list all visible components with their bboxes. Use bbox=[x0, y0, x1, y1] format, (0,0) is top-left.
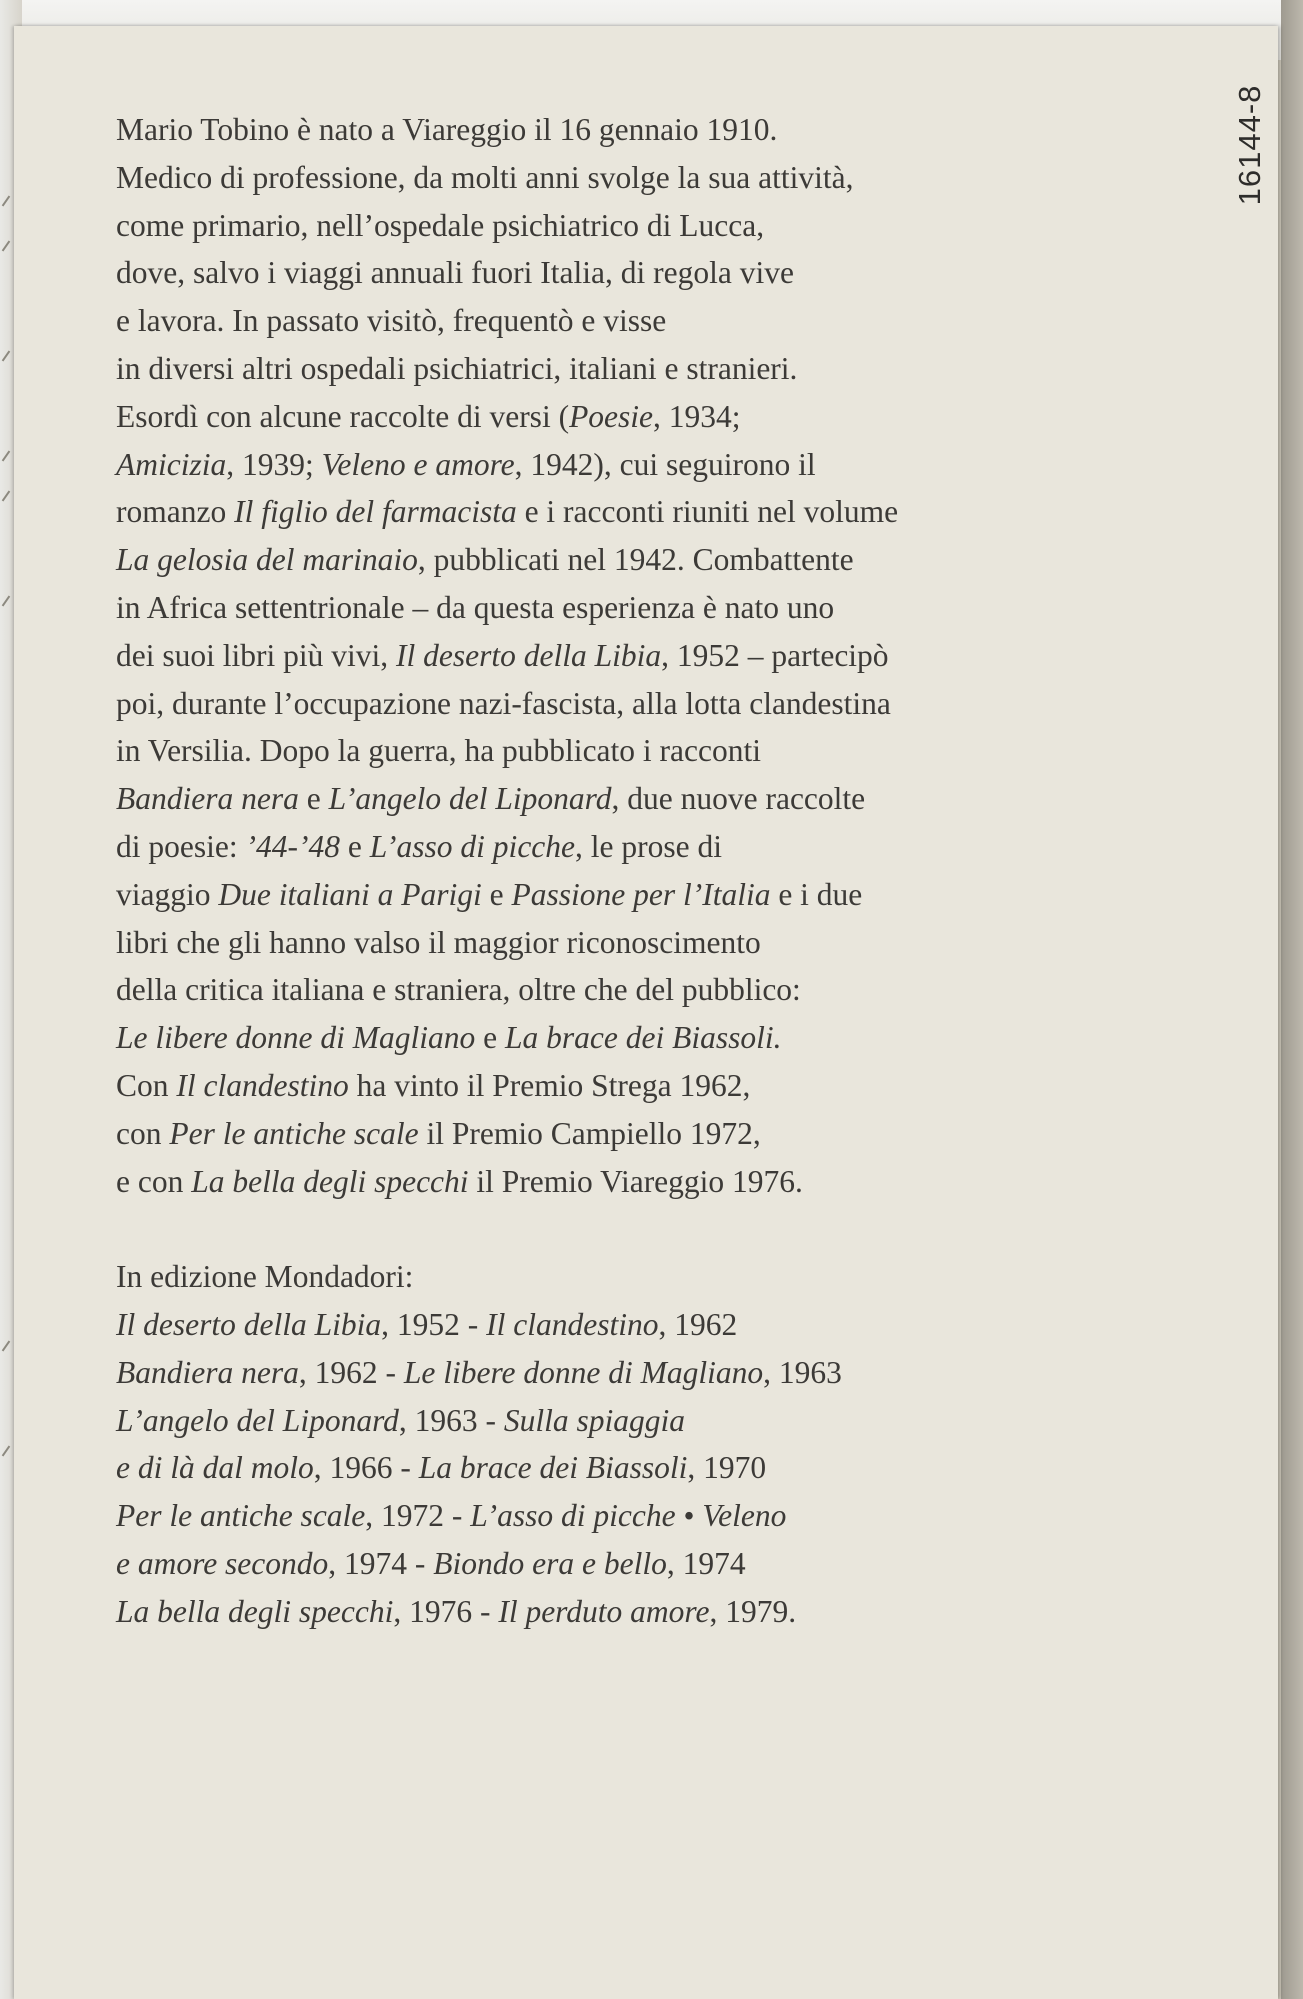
title-text: Il clandestino bbox=[176, 1067, 349, 1103]
biography-line bbox=[116, 919, 1176, 967]
title-text: Veleno bbox=[702, 1498, 787, 1534]
text-run: , 1962 - bbox=[298, 1354, 404, 1390]
title-text: ’44-’48 bbox=[245, 828, 340, 864]
title-text: Il deserto della Libia bbox=[396, 637, 662, 673]
title-text: Le libere donne di Magliano bbox=[116, 1020, 476, 1056]
title-text: Bandiera nera bbox=[116, 781, 299, 817]
text-run: , 1976 - bbox=[393, 1593, 499, 1629]
title-text: L’asso di picche bbox=[369, 828, 576, 864]
text-run: Con bbox=[116, 1067, 177, 1103]
biography-line bbox=[116, 441, 1176, 489]
text-run: ha vinto il Premio Strega 1962, bbox=[348, 1067, 751, 1103]
text-run: , 1962 bbox=[658, 1306, 738, 1342]
bibliography-line bbox=[116, 1492, 1176, 1540]
biography-line bbox=[116, 154, 1176, 202]
biography-line bbox=[116, 1158, 1176, 1206]
bibliography-line bbox=[116, 1540, 1176, 1588]
text-run: poi, durante l’occupazione nazi-fascista, alla lotta clandestina bbox=[116, 685, 891, 721]
cover-text bbox=[116, 106, 1176, 1636]
text-run: , 1972 - bbox=[365, 1498, 471, 1534]
biography-line bbox=[116, 871, 1176, 919]
bibliography-line bbox=[116, 1397, 1176, 1445]
text-run: come primario, nell’ospedale psichiatrico di Lucca, bbox=[116, 207, 765, 243]
text-run: , 1963 - bbox=[398, 1402, 504, 1438]
text-run: , 1963 bbox=[763, 1354, 842, 1390]
biography-line bbox=[116, 1014, 1176, 1062]
biography-line bbox=[116, 536, 1176, 584]
bibliography-list bbox=[116, 1301, 1176, 1636]
text-run: , 1934; bbox=[653, 398, 741, 434]
title-text: La bella degli specchi bbox=[116, 1593, 394, 1629]
title-text: La brace dei Biassoli bbox=[418, 1450, 688, 1486]
biography-line bbox=[116, 1110, 1176, 1158]
text-run: , 1952 - bbox=[381, 1306, 487, 1342]
author-biography bbox=[116, 106, 1176, 1205]
title-text: L’angelo del Liponard bbox=[328, 781, 612, 817]
title-text: Sulla spiaggia bbox=[503, 1402, 686, 1438]
text-run: , 1939; bbox=[226, 446, 322, 482]
bibliography-line bbox=[116, 1349, 1176, 1397]
title-text: L’angelo del Liponard bbox=[116, 1402, 399, 1438]
title-text: Il perduto amore bbox=[498, 1593, 710, 1629]
text-run: in Africa settentrionale – da questa esperienza è nato uno bbox=[116, 589, 835, 625]
biography-line bbox=[116, 584, 1176, 632]
text-run: , 1974 - bbox=[328, 1545, 434, 1581]
text-run: il Premio Campiello 1972, bbox=[418, 1115, 761, 1151]
text-run: Mario Tobino è nato a Viareggio il 16 gennaio 1910. bbox=[116, 112, 778, 147]
title-text: Il clandestino bbox=[486, 1306, 659, 1342]
bibliography-line bbox=[116, 1444, 1176, 1492]
bibliography-line bbox=[116, 1588, 1176, 1636]
paragraph-gap bbox=[116, 1205, 1176, 1253]
text-run: , 1942), cui seguirono il bbox=[514, 446, 816, 482]
text-run: e con bbox=[116, 1163, 192, 1199]
text-run: dei suoi libri più vivi, bbox=[116, 637, 396, 673]
biography-line bbox=[116, 488, 1176, 536]
title-text: La gelosia del marinaio bbox=[116, 542, 418, 578]
title-text: Bandiera nera bbox=[116, 1354, 299, 1390]
biography-line bbox=[116, 632, 1176, 680]
biography-line bbox=[116, 1062, 1176, 1110]
biography-line bbox=[116, 966, 1176, 1014]
biography-line bbox=[116, 249, 1176, 297]
text-run: , 1952 – partecipò bbox=[661, 637, 889, 673]
biography-line bbox=[116, 775, 1176, 823]
title-text: La brace dei Biassoli. bbox=[505, 1020, 782, 1056]
biography-line bbox=[116, 297, 1176, 345]
title-text: L’asso di picche bbox=[470, 1498, 676, 1534]
text-run: di poesie: bbox=[116, 828, 246, 864]
biography-line bbox=[116, 680, 1176, 728]
text-run: dove, salvo i viaggi annuali fuori Italia, di regola vive bbox=[116, 255, 794, 291]
text-run: e bbox=[339, 828, 370, 864]
biography-line bbox=[116, 727, 1176, 775]
text-run: con bbox=[116, 1115, 170, 1151]
background-right bbox=[1281, 0, 1303, 1999]
text-run: , 1966 - bbox=[313, 1450, 419, 1486]
title-text: Biondo era e bello bbox=[433, 1545, 667, 1581]
text-run: della critica italiana e straniera, oltre che del pubblico: bbox=[116, 972, 801, 1008]
catalog-number: 16144-8 bbox=[1232, 84, 1267, 206]
title-text: Poesie bbox=[569, 398, 654, 434]
text-run: e lavora. In passato visitò, frequentò e visse bbox=[116, 303, 667, 339]
text-run: e i racconti riuniti nel volume bbox=[516, 494, 899, 530]
text-run: in Versilia. Dopo la guerra, ha pubblicato i racconti bbox=[116, 733, 761, 769]
text-run: , 1974 bbox=[666, 1545, 746, 1581]
bibliography-line bbox=[116, 1301, 1176, 1349]
title-text: e di là dal molo bbox=[116, 1450, 314, 1486]
text-run: , pubblicati nel 1942. Combattente bbox=[417, 542, 854, 578]
title-text: Il figlio del farmacista bbox=[234, 494, 517, 530]
biography-line bbox=[116, 345, 1176, 393]
title-text: Veleno e amore bbox=[321, 446, 515, 482]
title-text: e amore secondo bbox=[116, 1545, 329, 1581]
title-text: Per le antiche scale bbox=[116, 1498, 366, 1534]
text-run: e i due bbox=[770, 876, 863, 912]
biography-line bbox=[116, 106, 1176, 154]
biography-line bbox=[116, 393, 1176, 441]
bibliography-heading: In edizione Mondadori: bbox=[116, 1259, 414, 1295]
text-run: , due nuove raccolte bbox=[611, 781, 866, 817]
title-text: Le libere donne di Magliano bbox=[403, 1354, 764, 1390]
title-text: Il deserto della Libia bbox=[116, 1306, 382, 1342]
text-run: romanzo bbox=[116, 494, 235, 530]
text-run: , 1979. bbox=[709, 1593, 797, 1629]
text-run: e bbox=[298, 781, 329, 817]
text-run: e bbox=[481, 876, 512, 912]
title-text: Due italiani a Parigi bbox=[218, 876, 482, 912]
text-run: il Premio Viareggio 1976. bbox=[468, 1163, 803, 1199]
text-run: Esordì con alcune raccolte di versi ( bbox=[116, 398, 570, 434]
text-run: • bbox=[675, 1498, 703, 1534]
text-run: , le prose di bbox=[575, 828, 722, 864]
title-text: La bella degli specchi bbox=[191, 1163, 469, 1199]
text-run: viaggio bbox=[116, 876, 219, 912]
text-run: in diversi altri ospedali psichiatrici, italiani e stranieri. bbox=[116, 350, 798, 386]
title-text: Passione per l’Italia bbox=[511, 876, 771, 912]
text-run: , 1970 bbox=[687, 1450, 767, 1486]
text-run: libri che gli hanno valso il maggior riconoscimento bbox=[116, 924, 761, 960]
text-run: e bbox=[475, 1020, 506, 1056]
title-text: Amicizia bbox=[116, 446, 227, 482]
biography-line bbox=[116, 823, 1176, 871]
title-text: Per le antiche scale bbox=[169, 1115, 419, 1151]
text-run: Medico di professione, da molti anni svolge la sua attività, bbox=[116, 159, 854, 195]
biography-line bbox=[116, 202, 1176, 250]
